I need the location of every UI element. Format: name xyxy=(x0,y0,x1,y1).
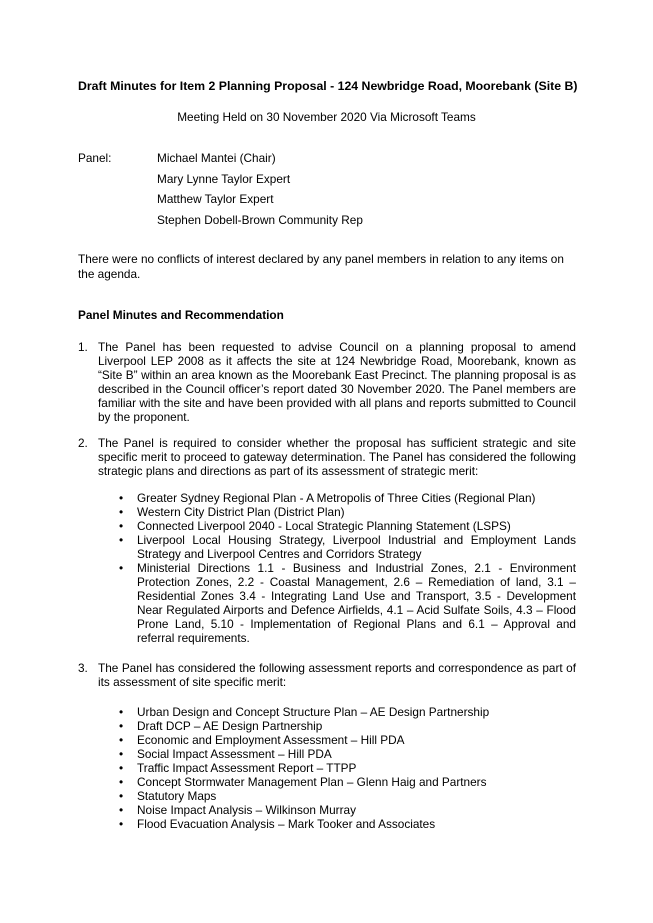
minutes-item-3 xyxy=(78,661,576,689)
bullet-icon: • xyxy=(119,491,124,505)
list-item: • Noise Impact Analysis – Wilkinson Murray xyxy=(119,803,356,817)
panel-member-list xyxy=(157,151,363,233)
list-item: • Greater Sydney Regional Plan - A Metropolis of Three Cities (Regional Plan) xyxy=(119,491,536,505)
list-item: • Economic and Employment Assessment – Hill PDA xyxy=(119,733,405,747)
meeting-details: Meeting Held on 30 November 2020 Via Microsoft Teams xyxy=(177,110,476,124)
list-item: • Western City District Plan (District Plan) xyxy=(119,505,345,519)
bullet-icon: • xyxy=(119,775,124,789)
list-item: • Concept Stormwater Management Plan – Glenn Haig and Partners xyxy=(119,775,487,789)
minutes-item-2 xyxy=(78,436,576,478)
item-text: The Panel is required to consider whether the proposal has sufficient strategic and site specific merit to proceed to gateway determination. The Panel has considered the following strategic plans and directions as part of its assessment of strategic merit: xyxy=(98,436,576,478)
list-item: • Draft DCP – AE Design Partnership xyxy=(119,719,323,733)
item-text: The Panel has considered the following assessment reports and correspondence as part of its assessment of site specific merit: xyxy=(98,661,576,689)
bullet-icon: • xyxy=(119,761,124,775)
bullet-icon: • xyxy=(119,533,124,547)
minutes-item-1 xyxy=(78,340,576,424)
item-number: 1. xyxy=(78,340,88,354)
assessment-reports-list xyxy=(119,705,576,831)
list-item: • Social Impact Assessment – Hill PDA xyxy=(119,747,332,761)
panel-member: Mary Lynne Taylor Expert xyxy=(157,171,291,186)
strategic-plans-list xyxy=(119,491,576,645)
bullet-icon: • xyxy=(119,505,124,519)
bullet-icon: • xyxy=(119,719,124,733)
list-item: • Traffic Impact Assessment Report – TTPP xyxy=(119,761,357,775)
panel-member: Stephen Dobell-Brown Community Rep xyxy=(157,212,363,227)
section-heading: Panel Minutes and Recommendation xyxy=(78,308,284,322)
bullet-icon: • xyxy=(119,803,124,817)
list-item: • Statutory Maps xyxy=(119,789,217,803)
bullet-icon: • xyxy=(119,705,124,719)
list-item: • Urban Design and Concept Structure Plan – AE Design Partnership xyxy=(119,705,490,719)
item-number: 3. xyxy=(78,661,88,675)
bullet-icon: • xyxy=(119,747,124,761)
list-item: • Ministerial Directions 1.1 - Business and Industrial Zones, 2.1 - Environment Protection Zones, 2.2 - Coastal Management, 2.6 – Remediation of land, 3.1 – Residential Zones 3.4 - Integrating Land Use and Transport, 3.5 - Development Near Regulated Airports and Defence Airfields, 4.1 – Acid Sulfate Soils, 4.3 – Flood Prone Land, 5.10 - Implementation of Regional Plans and 6.1 – Approval and referral requirements. xyxy=(119,561,576,645)
bullet-icon: • xyxy=(119,789,124,803)
document-title: Draft Minutes for Item 2 Planning Proposal - 124 Newbridge Road, Moorebank (Site B) xyxy=(78,79,578,93)
bullet-icon: • xyxy=(119,817,124,831)
conflicts-statement: There were no conflicts of interest declared by any panel members in relation to any items on the agenda. xyxy=(78,252,564,281)
panel-member: Matthew Taylor Expert xyxy=(157,192,274,206)
bullet-icon: • xyxy=(119,733,124,747)
panel-member: Michael Mantei (Chair) xyxy=(157,151,276,165)
panel-label: Panel: xyxy=(78,151,112,165)
bullet-icon: • xyxy=(119,561,124,575)
list-item: • Liverpool Local Housing Strategy, Liverpool Industrial and Employment Lands Strategy and Liverpool Centres and Corridors Strategy xyxy=(119,533,576,561)
list-item: • Connected Liverpool 2040 - Local Strategic Planning Statement (LSPS) xyxy=(119,519,511,533)
bullet-icon: • xyxy=(119,519,124,533)
list-item: • Flood Evacuation Analysis – Mark Tooker and Associates xyxy=(119,817,436,831)
item-number: 2. xyxy=(78,436,88,450)
item-text: The Panel has been requested to advise Council on a planning proposal to amend Liverpool LEP 2008 as it affects the site at 124 Newbridge Road, Moorebank, known as “Site B” within an area known as the Moorebank East Precinct. The planning proposal is as described in the Council officer’s report dated 30 November 2020. The Panel members are familiar with the site and have been provided with all plans and reports submitted to Council by the proponent. xyxy=(98,340,576,424)
